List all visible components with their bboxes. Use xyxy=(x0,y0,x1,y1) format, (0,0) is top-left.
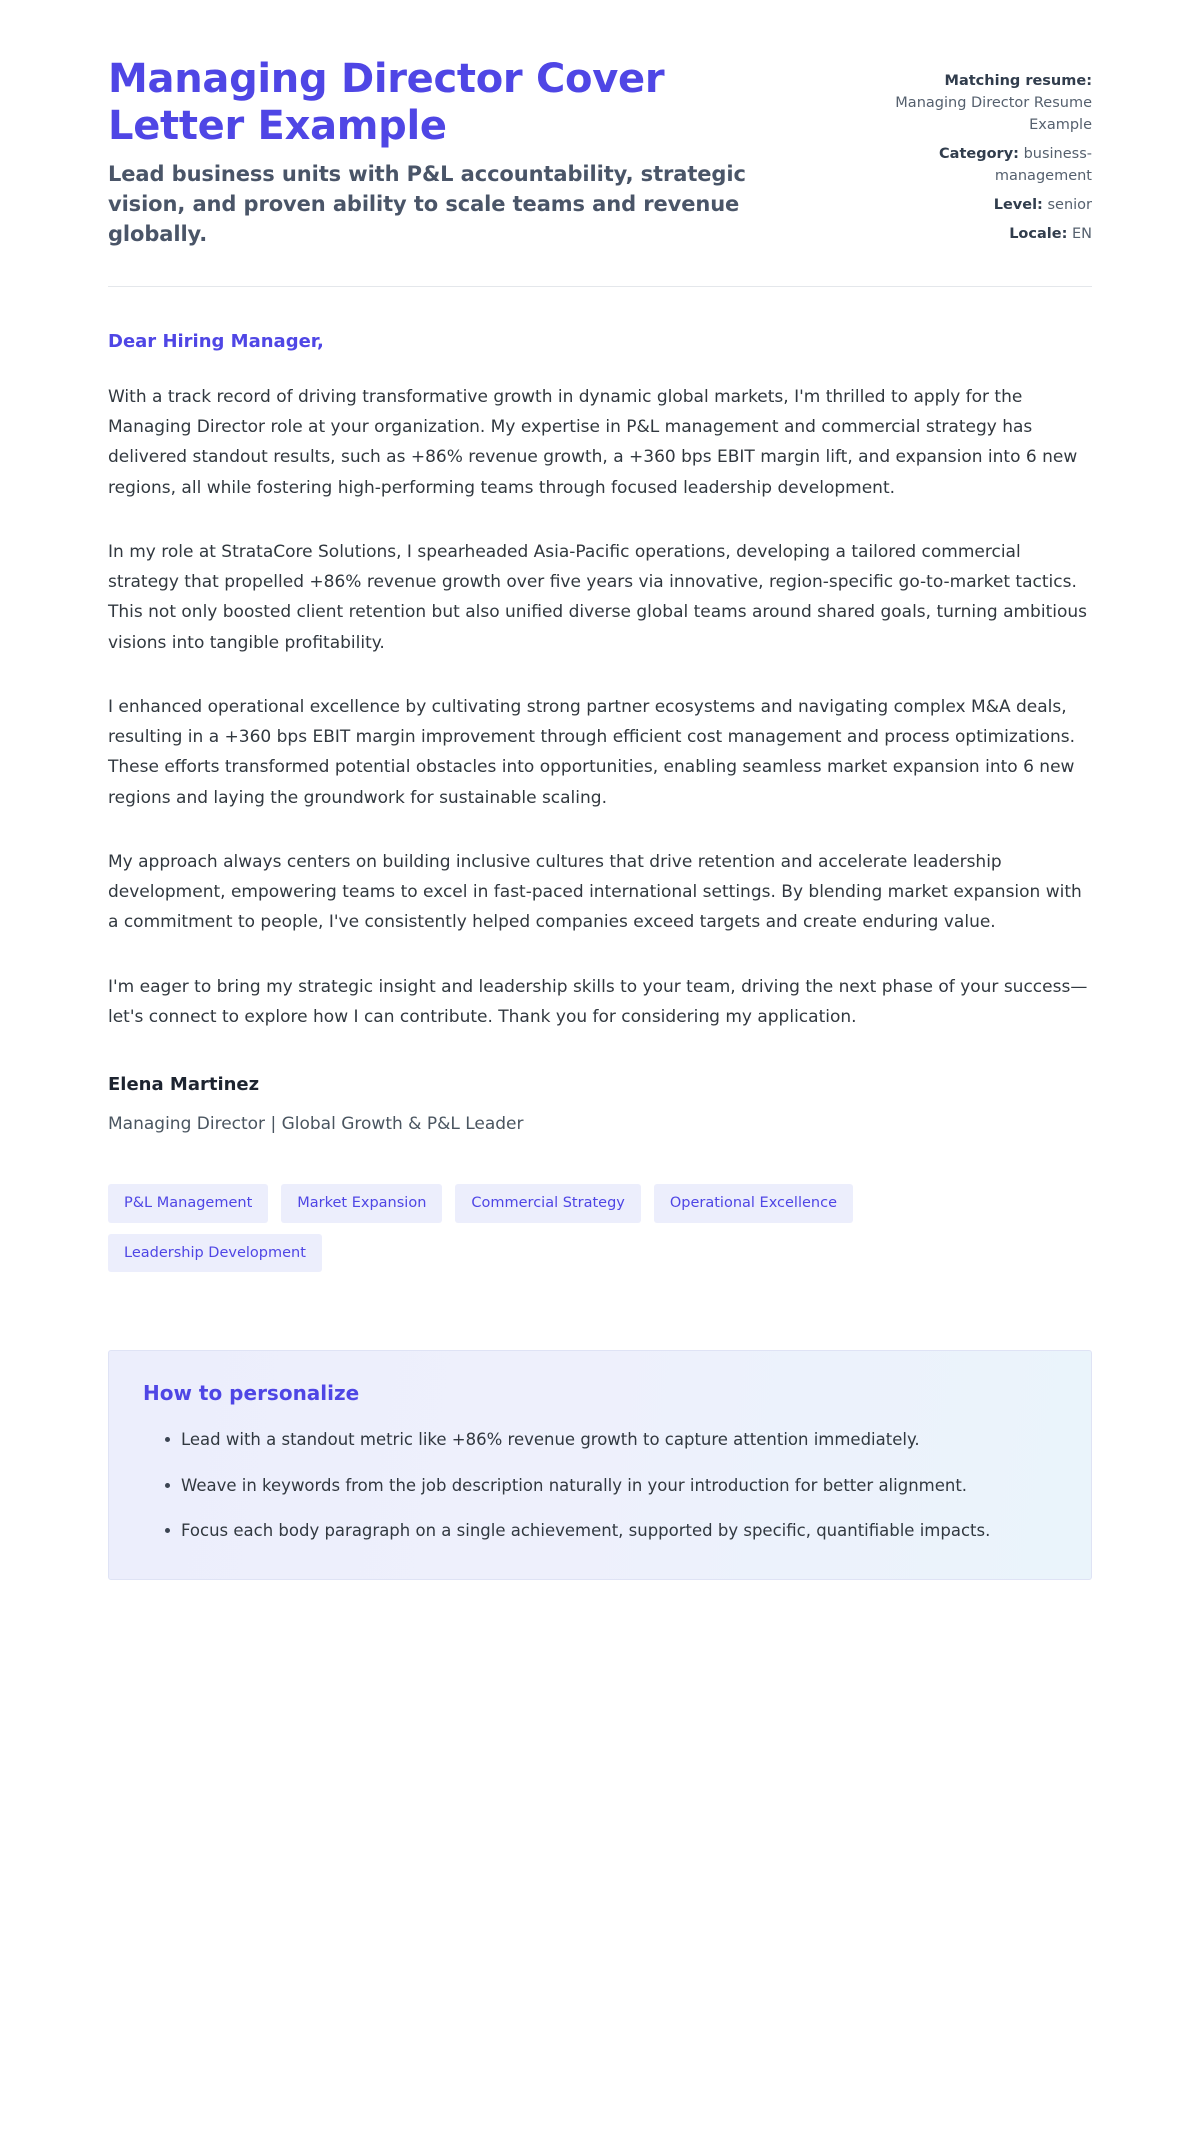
page-title: Managing Director Cover Letter Example xyxy=(108,56,665,150)
document-header xyxy=(108,0,1092,250)
signature-name: Elena Martinez xyxy=(108,1074,260,1096)
document-metadata xyxy=(892,56,1092,245)
callout-tip-list xyxy=(143,1425,1057,1545)
meta-locale-label: Locale: xyxy=(1009,226,1068,243)
meta-level-value: senior xyxy=(1047,197,1092,214)
how-to-personalize-callout xyxy=(108,1350,1092,1580)
letter-paragraph: I'm eager to bring my strategic insight and leadership skills to your team, driving the next phase of your success—let's connect to explore how I can contribute. Thank you for considering my application. xyxy=(108,976,1088,1027)
letter-paragraph: With a track record of driving transformative growth in dynamic global markets, I'm thrilled to apply for the Managing Director role at your organization. My expertise in P&L management and commercial strategy has delivered standout results, such as +86% revenue growth, a +360 bps EBIT margin lift, and expansion into 6 new regions, all while fostering high-performing teams through focused leadership development. xyxy=(108,386,1078,498)
skill-tag[interactable]: Commercial Strategy xyxy=(455,1184,640,1223)
skill-tag[interactable]: Market Expansion xyxy=(281,1184,442,1223)
letter-paragraph: My approach always centers on building inclusive cultures that drive retention and accelerate leadership development, empowering teams to excel in fast-paced international settings. By blending market expansion with a commitment to people, I've consistently helped companies exceed targets and create enduring value. xyxy=(108,851,1082,933)
letter-salutation: Dear Hiring Manager, xyxy=(108,330,324,352)
meta-category-value: business-management xyxy=(994,146,1092,185)
signature-role: Managing Director | Global Growth & P&L Leader xyxy=(108,1114,524,1135)
letter-body xyxy=(108,287,1092,1032)
skill-tag[interactable]: Leadership Development xyxy=(108,1234,322,1273)
meta-level xyxy=(892,194,1092,216)
meta-matching-resume-value: Managing Director Resume Example xyxy=(895,95,1092,134)
skill-tag[interactable]: P&L Management xyxy=(108,1184,268,1223)
meta-category-label: Category: xyxy=(939,146,1019,163)
meta-level-label: Level: xyxy=(993,197,1043,214)
meta-matching-resume-label: Matching resume: xyxy=(944,73,1092,89)
letter-paragraph: I enhanced operational excellence by cultivating strong partner ecosystems and navigating complex M&A deals, resulting in a +360 bps EBIT margin improvement through efficient cost management and process optimizations. These efforts transformed potential obstacles into opportunities, enabling seamless market expansion into 6 new regions and laying the groundwork for sustainable scaling. xyxy=(108,696,1076,808)
callout-tip-item: Lead with a standout metric like +86% revenue growth to capture attention immediately. xyxy=(165,1425,1057,1454)
meta-matching-resume xyxy=(892,70,1092,136)
header-title-block xyxy=(108,56,808,250)
meta-locale-value: EN xyxy=(1071,226,1092,243)
callout-tip-item: Weave in keywords from the job description naturally in your introduction for better alignment. xyxy=(165,1471,1057,1500)
signature-block xyxy=(108,1074,1092,1138)
meta-locale xyxy=(892,223,1092,245)
meta-category xyxy=(892,143,1092,187)
letter-paragraph: In my role at StrataCore Solutions, I spearheaded Asia-Pacific operations, developing a tailored commercial strategy that propelled +86% revenue growth over five years via innovative, region-specific go-to-market tactics. This not only boosted client retention but also unified diverse global teams around shared goals, turning ambitious visions into tangible profitability. xyxy=(108,541,1087,653)
skill-tag[interactable]: Operational Excellence xyxy=(654,1184,853,1223)
skill-tag-list xyxy=(108,1184,968,1272)
callout-title: How to personalize xyxy=(143,1381,360,1406)
page-subtitle: Lead business units with P&L accountability, strategic vision, and proven ability to scale teams and revenue globally. xyxy=(108,162,746,246)
callout-tip-item: Focus each body paragraph on a single achievement, supported by specific, quantifiable impacts. xyxy=(165,1516,1057,1545)
